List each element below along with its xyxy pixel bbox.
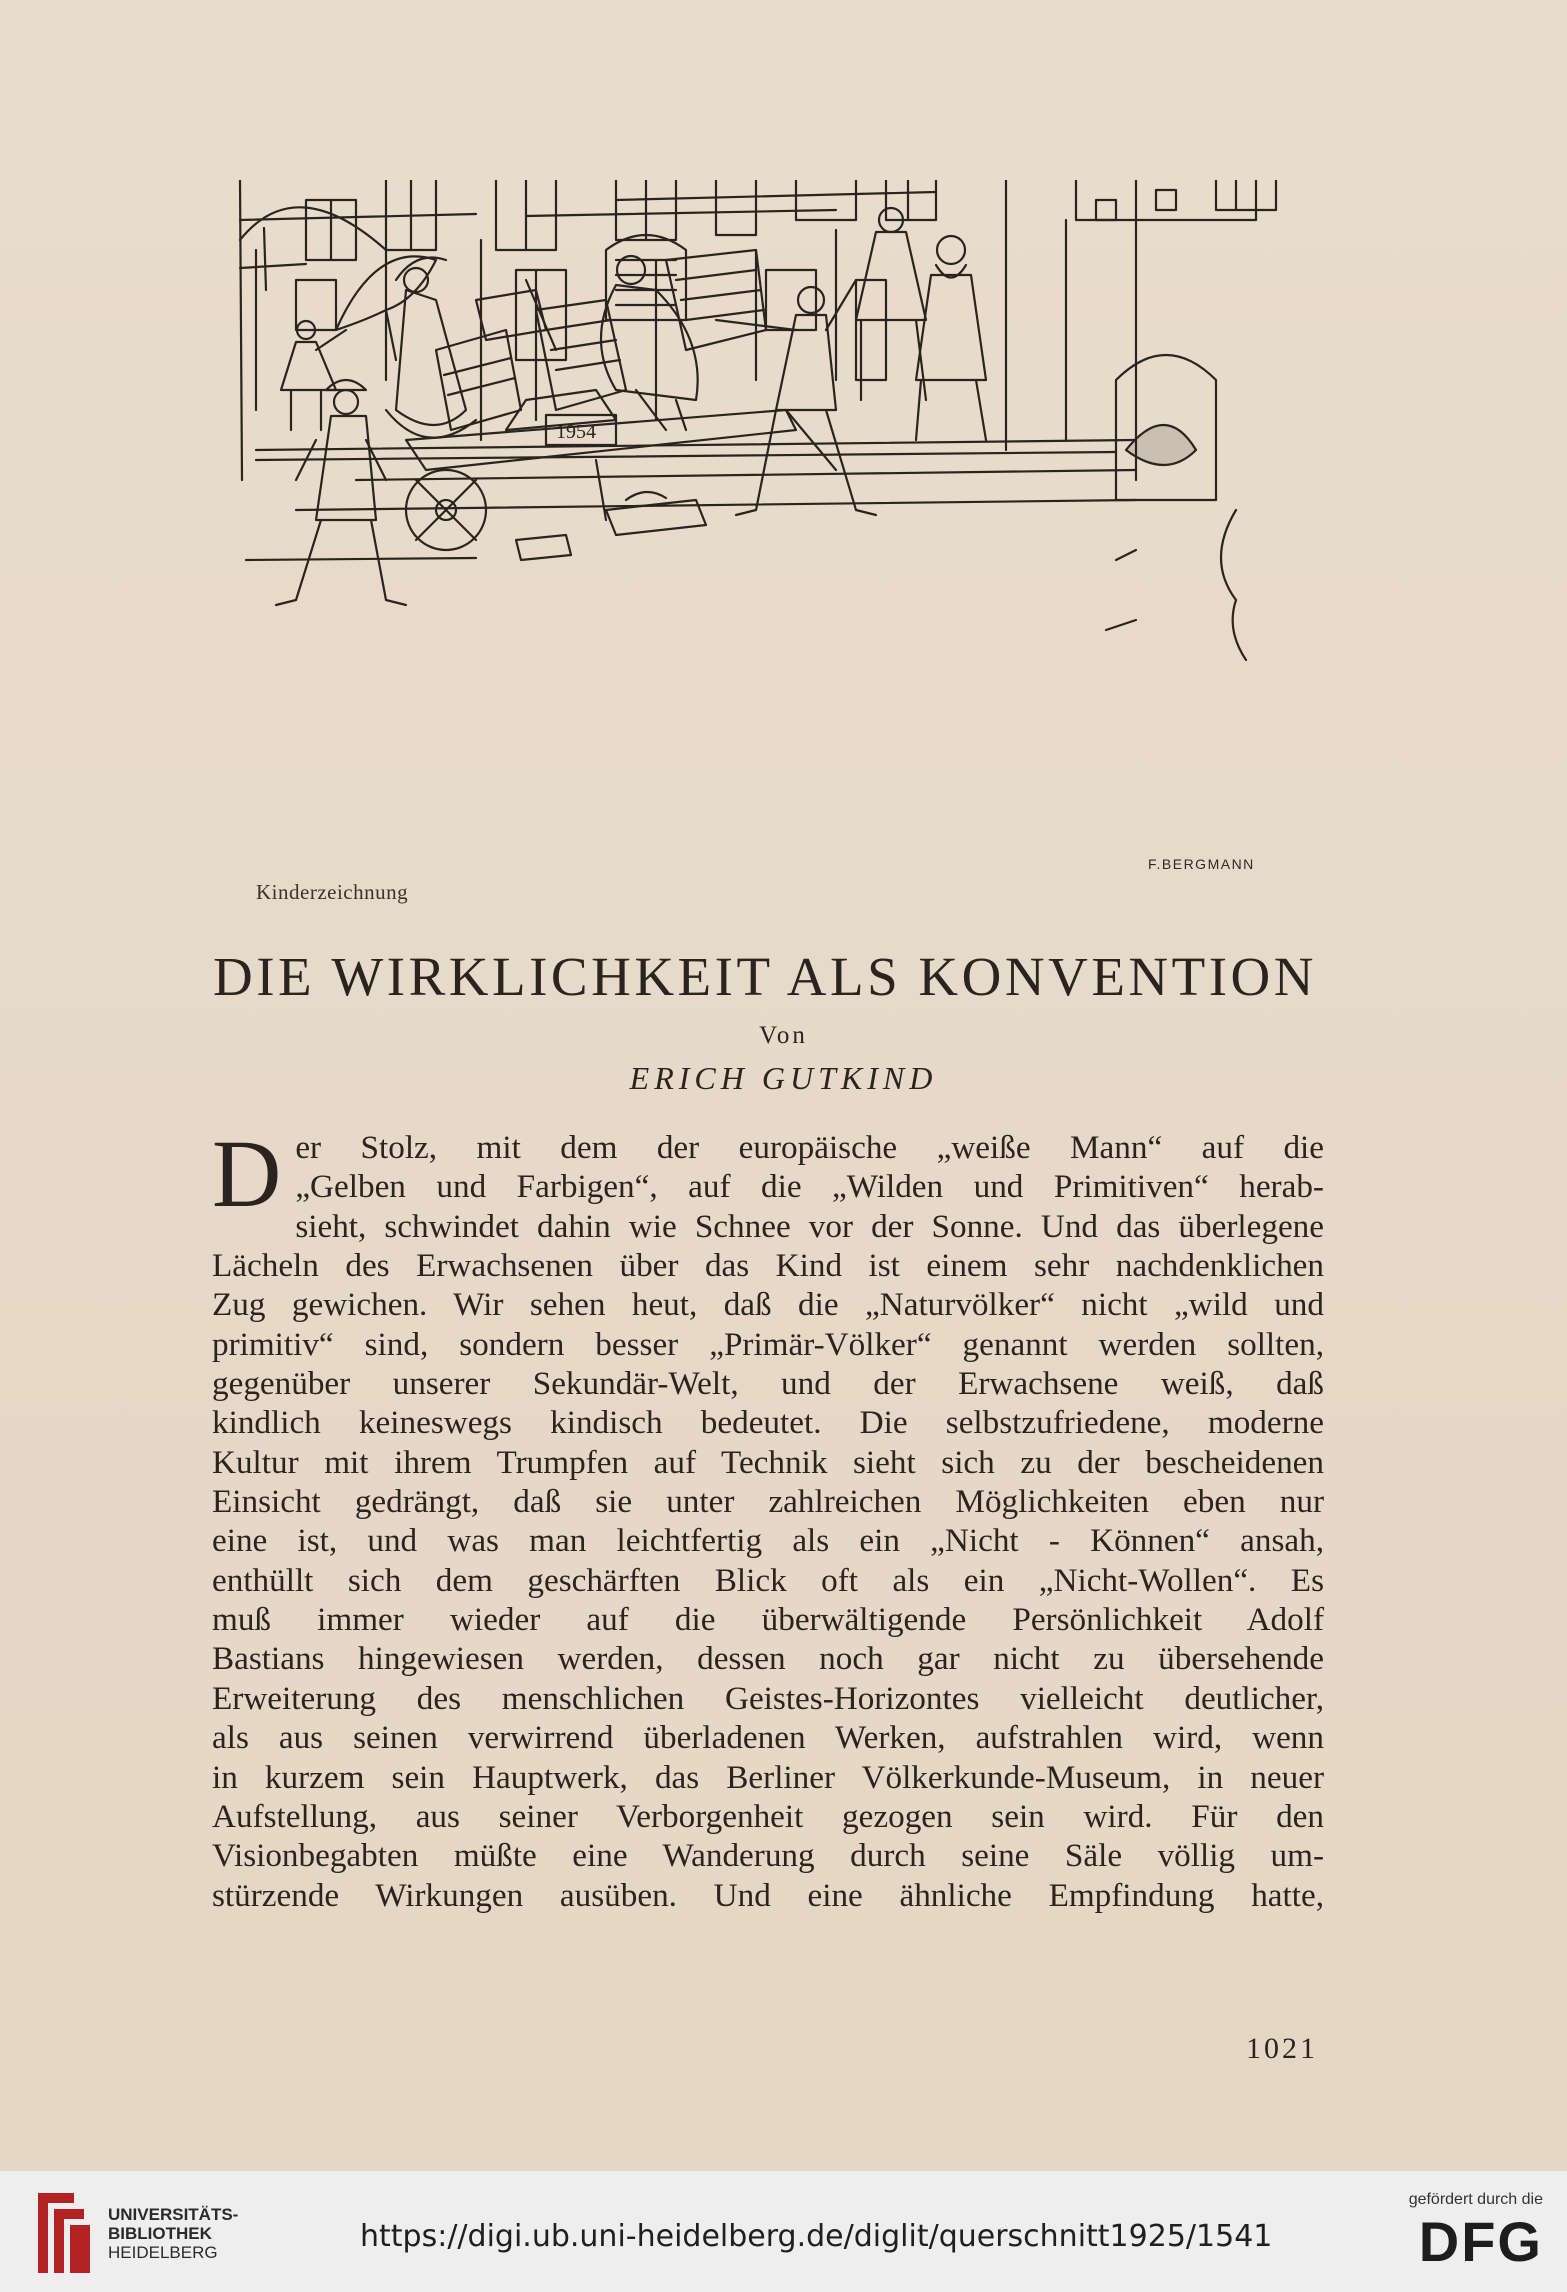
street-scene-illustration [236,180,1296,880]
university-library-name[interactable] [108,2205,238,2262]
body-line: Bastians hingewiesen werden, dessen noch gar nicht zu übersehende [212,1640,1324,1678]
body-line: enthüllt sich dem geschärften Blick oft als ein „Nicht-Wollen“. Es [212,1561,1324,1599]
article-title: DIE WIRKLICHKEIT ALS KONVENTION [213,946,1317,1007]
illustration-caption: Kinderzeichnung [256,880,409,904]
body-line: Lächeln des Erwachsenen über das Kind ist einem sehr nachdenklichen [212,1247,1324,1285]
dfg-logo: DFG [1418,2210,1543,2273]
university-library-logo-icon[interactable] [34,2189,94,2277]
handcart [406,390,836,550]
artist-signature: F.BERGMANN [1148,856,1255,872]
funding-label: gefördert durch die [1408,2191,1543,2208]
small-girl [281,321,346,430]
body-line: muß immer wieder auf die überwältigende Persönlichkeit Adolf [212,1601,1324,1639]
body-line: Einsicht gedrängt, daß sie unter zahlreichen Möglichkeiten eben nur [212,1483,1324,1521]
body-line: als aus seinen verwirrend überladenen Werken, aufstrahlen wird, wenn [212,1719,1324,1757]
body-line: „Gelben und Farbigen“, auf die „Wilden und Primitiven“ herab- [295,1168,1324,1206]
standing-man [856,208,926,400]
body-line: gegenüber unserer Sekundär-Welt, und der Erwachsene weiß, daß [212,1365,1324,1403]
drop-cap-letter: D [212,1120,282,1227]
body-line: Aufstellung, aus seiner Verborgenheit gezogen sein wird. Für den [212,1797,1324,1835]
author-name: ERICH GUTKIND [629,1060,938,1096]
article-body [212,1120,1324,1915]
body-line: Erweiterung des menschlichen Geistes-Horizontes vielleicht deutlicher, [212,1679,1324,1717]
cart-number: 1954 [556,421,596,443]
body-line: kindlich keineswegs kindisch bedeutet. Die selbstzufriedene, moderne [212,1404,1324,1442]
page-number: 1021 [1246,2032,1318,2065]
permalink-url[interactable]: https://digi.ub.uni-heidelberg.de/diglit/querschnitt1925/1541 [360,2219,1273,2254]
body-line: in kurzem sein Hauptwerk, das Berliner Völkerkunde-Museum, in neuer [212,1758,1324,1796]
body-line: er Stolz, mit dem der europäische „weiße Mann“ auf die [295,1129,1324,1166]
bearded-man [916,236,986,440]
body-line: sieht, schwindet dahin wie Schnee vor der Sonne. Und das überlegene [295,1207,1324,1245]
body-line: stürzende Wirkungen ausüben. Und eine ähnliche Empfindung hatte, [212,1876,1324,1914]
by-label: Von [759,1022,808,1049]
body-line: Kultur mit ihrem Trumpfen auf Technik sieht sich zu der bescheidenen [212,1443,1324,1481]
boy-in-cap [276,380,406,605]
woman-with-parasol [336,256,476,437]
body-line: Visionbegabten müßte eine Wanderung durch seine Säle völlig um- [212,1837,1324,1875]
library-name-line: BIBLIOTHEK [108,2224,212,2243]
body-line: eine ist, und was man leichtfertig als ein „Nicht - Können“ ansah, [212,1522,1324,1560]
body-line: Zug gewichen. Wir sehen heut, daß die „Naturvölker“ nicht „wild und [212,1286,1324,1324]
viewer-footer [0,2170,1567,2292]
body-line: primitiv“ sind, sondern besser „Primär-Völker“ genannt werden sollten, [212,1325,1324,1363]
funding-notice[interactable] [1343,2191,1543,2275]
window-row [306,180,936,260]
library-name-line: UNIVERSITÄTS- [108,2205,239,2224]
library-name-line: HEIDELBERG [108,2243,218,2262]
man-carrying [716,280,876,515]
